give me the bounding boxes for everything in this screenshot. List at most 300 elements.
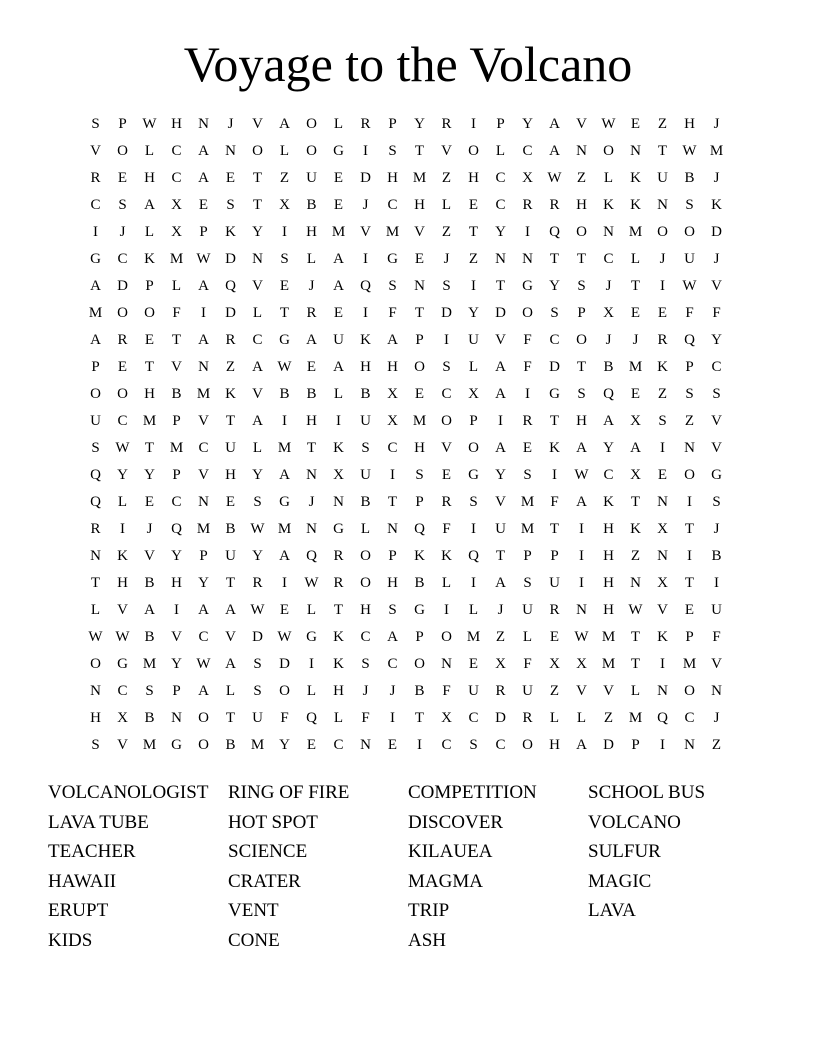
grid-letter: D [117, 278, 128, 294]
grid-letter: K [117, 548, 128, 564]
grid-letter: S [361, 440, 370, 456]
grid-letter: X [630, 467, 641, 483]
grid-letter: J [389, 683, 396, 699]
grid-letter: T [630, 494, 641, 510]
grid-letter: N [684, 737, 695, 753]
grid-letter: A [333, 359, 344, 375]
grid-letter: L [225, 683, 236, 699]
grid-letter: E [306, 737, 317, 753]
grid-letter: A [549, 143, 560, 159]
grid-letter: Y [549, 278, 560, 294]
grid-letter: T [657, 143, 668, 159]
grid-letter: I [120, 521, 125, 537]
grid-letter: R [522, 413, 533, 429]
grid-letter: M [142, 413, 157, 429]
grid-letter: K [333, 629, 344, 645]
grid-letter: X [657, 521, 668, 537]
grid-letter: S [442, 359, 451, 375]
grid-letter: C [603, 467, 614, 483]
grid-letter: J [146, 521, 153, 537]
grid-letter: C [171, 143, 182, 159]
grid-letter: O [468, 143, 479, 159]
grid-letter: I [525, 386, 530, 402]
grid-letter: Y [495, 467, 506, 483]
grid-letter: V [711, 440, 722, 456]
grid-letter: L [171, 278, 182, 294]
grid-letter: W [574, 629, 589, 645]
grid-letter: N [90, 548, 101, 564]
grid-letter: C [387, 656, 398, 672]
grid-letter: X [387, 386, 398, 402]
grid-letter: D [225, 305, 236, 321]
grid-letter: C [495, 197, 506, 213]
grid-letter: E [144, 332, 155, 348]
grid-letter: M [250, 737, 265, 753]
grid-letter: A [90, 332, 101, 348]
grid-letter: K [360, 332, 371, 348]
grid-letter: W [547, 170, 562, 186]
grid-letter: Q [414, 521, 425, 537]
word-list-item: RING OF FIRE [228, 782, 350, 803]
grid-letter: P [550, 548, 559, 564]
grid-letter: I [363, 305, 368, 321]
grid-letter: L [576, 710, 587, 726]
grid-letter: S [577, 278, 586, 294]
grid-letter: E [333, 170, 344, 186]
grid-letter: V [198, 467, 209, 483]
grid-letter: W [601, 116, 616, 132]
grid-letter: P [388, 116, 397, 132]
grid-letter: I [498, 413, 503, 429]
grid-letter: O [522, 305, 533, 321]
grid-letter: N [252, 251, 263, 267]
grid-letter: K [441, 548, 452, 564]
grid-letter: R [360, 116, 371, 132]
grid-letter: B [414, 683, 425, 699]
grid-letter: U [468, 332, 479, 348]
grid-letter: K [225, 224, 236, 240]
grid-letter: V [495, 332, 506, 348]
grid-letter: H [90, 710, 101, 726]
grid-letter: O [360, 575, 371, 591]
grid-letter: V [198, 413, 209, 429]
word-list-item: COMPETITION [408, 782, 537, 803]
grid-letter: R [306, 305, 317, 321]
grid-letter: I [579, 548, 584, 564]
grid-letter: H [225, 467, 236, 483]
grid-letter: R [657, 332, 668, 348]
grid-letter: E [468, 197, 479, 213]
grid-letter: J [713, 521, 720, 537]
grid-letter: E [630, 116, 641, 132]
grid-letter: A [576, 440, 587, 456]
grid-letter: S [280, 251, 289, 267]
grid-letter: Y [171, 656, 182, 672]
grid-letter: P [172, 683, 181, 699]
grid-letter: X [171, 224, 182, 240]
grid-letter: O [198, 737, 209, 753]
grid-letter: N [630, 143, 641, 159]
grid-letter: Y [522, 116, 533, 132]
grid-letter: E [441, 467, 452, 483]
grid-letter: U [522, 602, 533, 618]
grid-letter: E [198, 197, 209, 213]
grid-letter: L [333, 116, 344, 132]
grid-letter: W [682, 143, 697, 159]
grid-letter: X [576, 656, 587, 672]
grid-letter: I [525, 224, 530, 240]
grid-letter: L [495, 143, 506, 159]
grid-letter: A [198, 170, 209, 186]
grid-letter: S [226, 197, 235, 213]
grid-letter: N [657, 548, 668, 564]
grid-letter: Q [90, 494, 101, 510]
grid-letter: P [388, 548, 397, 564]
grid-letter: I [363, 143, 368, 159]
grid-letter: O [252, 143, 263, 159]
grid-letter: W [88, 629, 103, 645]
grid-letter: T [279, 305, 290, 321]
grid-letter: L [144, 224, 155, 240]
grid-letter: T [144, 440, 155, 456]
grid-letter: J [713, 710, 720, 726]
grid-letter: X [657, 575, 668, 591]
grid-letter: H [306, 413, 317, 429]
grid-letter: G [468, 467, 479, 483]
grid-letter: A [387, 629, 398, 645]
grid-letter: A [549, 116, 560, 132]
grid-letter: R [522, 710, 533, 726]
grid-letter: Z [441, 224, 452, 240]
grid-letter: R [522, 197, 533, 213]
grid-letter: P [415, 494, 424, 510]
grid-letter: O [441, 413, 452, 429]
grid-letter: N [306, 467, 317, 483]
grid-letter: H [144, 170, 155, 186]
letter-grid [82, 111, 730, 759]
grid-letter: S [685, 386, 694, 402]
grid-letter: U [360, 467, 371, 483]
grid-letter: E [549, 629, 560, 645]
grid-letter: H [387, 359, 398, 375]
grid-letter: T [225, 413, 236, 429]
grid-letter: S [469, 494, 478, 510]
grid-letter: N [225, 143, 236, 159]
grid-letter: P [199, 548, 208, 564]
grid-letter: P [685, 629, 694, 645]
grid-letter: H [684, 116, 695, 132]
grid-letter: O [306, 116, 317, 132]
grid-letter: E [144, 494, 155, 510]
grid-letter: X [468, 386, 479, 402]
grid-letter: R [549, 602, 560, 618]
grid-letter: K [144, 251, 155, 267]
grid-letter: M [520, 521, 535, 537]
grid-letter: I [471, 278, 476, 294]
grid-letter: O [684, 467, 695, 483]
grid-letter: U [495, 521, 506, 537]
grid-letter: O [306, 143, 317, 159]
grid-letter: E [657, 467, 668, 483]
word-list-item: CRATER [228, 870, 301, 892]
word-list-item: TEACHER [48, 841, 136, 863]
grid-letter: A [198, 602, 209, 618]
grid-letter: N [657, 683, 668, 699]
grid-letter: O [144, 305, 155, 321]
grid-letter: I [471, 116, 476, 132]
grid-letter: Z [630, 548, 641, 564]
grid-letter: N [576, 602, 587, 618]
grid-letter: G [279, 332, 290, 348]
grid-letter: K [657, 629, 668, 645]
grid-letter: R [225, 332, 236, 348]
grid-letter: S [712, 494, 721, 510]
grid-letter: C [198, 440, 209, 456]
grid-letter: A [387, 332, 398, 348]
grid-letter: K [414, 548, 425, 564]
grid-letter: O [90, 386, 101, 402]
grid-letter: P [523, 548, 532, 564]
grid-letter: O [684, 224, 695, 240]
grid-letter: K [630, 197, 641, 213]
grid-letter: M [628, 359, 643, 375]
grid-letter: E [306, 359, 317, 375]
grid-letter: D [252, 629, 263, 645]
grid-letter: I [93, 224, 98, 240]
grid-letter: J [362, 683, 369, 699]
grid-letter: A [333, 278, 344, 294]
grid-letter: R [90, 521, 101, 537]
grid-letter: U [333, 332, 344, 348]
grid-letter: I [282, 413, 287, 429]
grid-letter: L [306, 683, 317, 699]
grid-letter: V [711, 656, 722, 672]
grid-letter: Q [90, 467, 101, 483]
grid-letter: K [225, 386, 236, 402]
grid-letter: C [441, 386, 452, 402]
grid-letter: O [441, 629, 452, 645]
grid-letter: Z [684, 413, 695, 429]
grid-letter: K [711, 197, 722, 213]
grid-letter: N [198, 359, 209, 375]
grid-letter: A [225, 656, 236, 672]
grid-letter: O [684, 683, 695, 699]
grid-letter: M [196, 386, 211, 402]
grid-letter: T [171, 332, 182, 348]
grid-letter: H [468, 170, 479, 186]
grid-letter: Y [171, 548, 182, 564]
grid-letter: L [630, 683, 641, 699]
grid-letter: T [576, 251, 587, 267]
grid-letter: D [711, 224, 722, 240]
word-list-item: VENT [228, 900, 279, 922]
grid-letter: F [172, 305, 181, 321]
grid-letter: A [495, 359, 506, 375]
grid-letter: H [333, 683, 344, 699]
grid-letter: W [304, 575, 319, 591]
grid-letter: S [91, 737, 100, 753]
grid-letter: B [306, 197, 317, 213]
grid-letter: K [630, 521, 641, 537]
grid-letter: M [169, 251, 184, 267]
grid-letter: S [118, 197, 127, 213]
grid-letter: H [171, 116, 182, 132]
grid-letter: S [253, 494, 262, 510]
grid-letter: O [414, 656, 425, 672]
grid-letter: C [117, 413, 128, 429]
grid-letter: V [603, 683, 614, 699]
grid-letter: N [387, 521, 398, 537]
grid-letter: T [90, 575, 101, 591]
grid-letter: G [333, 143, 344, 159]
grid-letter: Y [711, 332, 722, 348]
grid-letter: J [713, 251, 720, 267]
grid-letter: L [252, 305, 263, 321]
grid-letter: Q [171, 521, 182, 537]
grid-letter: L [603, 170, 614, 186]
grid-letter: C [333, 737, 344, 753]
grid-letter: C [495, 170, 506, 186]
grid-letter: V [225, 629, 236, 645]
grid-letter: A [279, 116, 290, 132]
grid-letter: P [199, 224, 208, 240]
grid-letter: O [522, 737, 533, 753]
grid-letter: P [172, 413, 181, 429]
grid-letter: L [279, 143, 290, 159]
grid-letter: P [577, 305, 586, 321]
grid-letter: G [711, 467, 722, 483]
grid-letter: P [118, 116, 127, 132]
grid-letter: C [198, 629, 209, 645]
grid-letter: F [523, 359, 532, 375]
grid-letter: C [171, 494, 182, 510]
grid-letter: H [603, 575, 614, 591]
grid-letter: C [117, 683, 128, 699]
grid-letter: M [520, 494, 535, 510]
grid-letter: L [630, 251, 641, 267]
grid-letter: Y [198, 575, 209, 591]
grid-letter: O [657, 224, 668, 240]
grid-letter: C [387, 197, 398, 213]
grid-letter: V [495, 494, 506, 510]
grid-letter: T [549, 413, 560, 429]
grid-letter: L [306, 251, 317, 267]
grid-letter: M [88, 305, 103, 321]
grid-letter: T [414, 710, 425, 726]
grid-letter: A [279, 467, 290, 483]
grid-letter: A [630, 440, 641, 456]
grid-letter: U [522, 683, 533, 699]
grid-letter: T [225, 575, 236, 591]
grid-letter: W [682, 278, 697, 294]
grid-letter: O [603, 143, 614, 159]
grid-letter: S [253, 683, 262, 699]
grid-letter: T [684, 521, 695, 537]
grid-letter: G [333, 521, 344, 537]
grid-letter: S [91, 116, 100, 132]
grid-letter: X [117, 710, 128, 726]
grid-letter: G [306, 629, 317, 645]
grid-letter: L [441, 197, 452, 213]
grid-letter: L [90, 602, 101, 618]
grid-letter: H [117, 575, 128, 591]
grid-letter: P [415, 629, 424, 645]
grid-letter: M [709, 143, 724, 159]
grid-letter: J [497, 602, 504, 618]
grid-letter: O [576, 332, 587, 348]
grid-letter: O [117, 305, 128, 321]
grid-letter: C [549, 332, 560, 348]
grid-letter: I [390, 467, 395, 483]
grid-letter: N [522, 251, 533, 267]
grid-letter: E [279, 278, 290, 294]
grid-letter: M [682, 656, 697, 672]
grid-letter: S [91, 440, 100, 456]
grid-letter: F [523, 656, 532, 672]
grid-letter: H [414, 197, 425, 213]
grid-letter: P [145, 278, 154, 294]
grid-letter: H [549, 737, 560, 753]
grid-letter: T [549, 251, 560, 267]
word-list-item: ERUPT [48, 900, 109, 922]
grid-letter: C [90, 197, 101, 213]
grid-letter: J [632, 332, 639, 348]
grid-letter: C [495, 737, 506, 753]
grid-letter: E [414, 251, 425, 267]
grid-letter: B [360, 494, 371, 510]
grid-letter: F [550, 494, 559, 510]
grid-letter: V [117, 602, 128, 618]
grid-letter: N [90, 683, 101, 699]
grid-letter: X [387, 413, 398, 429]
grid-letter: S [550, 305, 559, 321]
grid-letter: D [360, 170, 371, 186]
grid-letter: F [442, 521, 451, 537]
grid-letter: U [252, 710, 263, 726]
grid-letter: F [442, 683, 451, 699]
grid-letter: C [522, 143, 533, 159]
grid-letter: K [630, 170, 641, 186]
word-list-item: VOLCANOLOGIST [48, 782, 209, 803]
grid-letter: A [306, 332, 317, 348]
grid-letter: A [495, 575, 506, 591]
grid-letter: K [333, 656, 344, 672]
grid-letter: E [117, 359, 128, 375]
grid-letter: M [385, 224, 400, 240]
grid-letter: W [574, 467, 589, 483]
grid-letter: I [336, 413, 341, 429]
grid-letter: U [225, 440, 236, 456]
grid-letter: B [279, 386, 290, 402]
grid-letter: H [603, 548, 614, 564]
grid-letter: U [549, 575, 560, 591]
grid-letter: J [362, 197, 369, 213]
grid-letter: T [684, 575, 695, 591]
grid-letter: E [468, 656, 479, 672]
grid-letter: W [277, 359, 292, 375]
grid-letter: I [579, 521, 584, 537]
grid-letter: T [414, 305, 425, 321]
grid-letter: X [333, 467, 344, 483]
grid-letter: N [441, 656, 452, 672]
grid-letter: B [144, 710, 155, 726]
grid-letter: H [387, 170, 398, 186]
grid-letter: F [361, 710, 370, 726]
grid-letter: C [468, 710, 479, 726]
grid-letter: U [360, 413, 371, 429]
word-list-item: ASH [408, 929, 447, 951]
grid-letter: I [552, 467, 557, 483]
